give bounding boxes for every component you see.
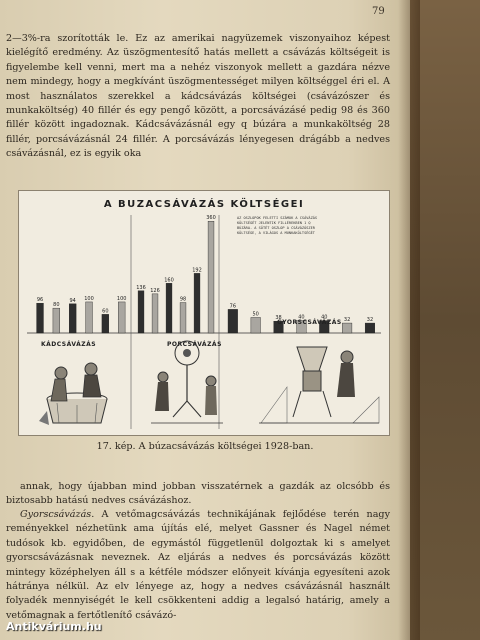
powder-drum-illustration	[137, 331, 237, 429]
section-label-porcsavazas: PORCSÁVÁZÁS	[167, 341, 222, 348]
bar	[180, 303, 186, 333]
bar-value-label: 126	[150, 287, 160, 294]
bar	[53, 308, 60, 333]
bar-value-label: 100	[116, 295, 127, 302]
bar	[37, 303, 44, 333]
bar-value-label: 96	[36, 297, 44, 304]
chart-title: A BUZACSÁVÁZÁS KÖLTSÉGEI	[103, 199, 305, 210]
paragraph-top: 2—3%-ra szorították le. Ez az amerikai nagyüzemek viszonyaihoz képest kielégítő eredmény. Az üszögmentesítő hatás mellett a csávázás költségeit is figyelembe kell venni, mert ma a nehéz viszonyok mellett a gazdára nézve nem mindegy, hogy a megkívánt üszögmentességet milyen költséggel éri el. A most használatos szerekkel a kádcsávázás költségei (csávázószer és munkaköltség) 40 fillér és egy pengő között, a porcsávázásé pedig 98 és 360 fillér között ingadoznak. Kádcsávázásnál egy q búzára a munkaköltség 28 fillér, porcsávázásnál 24 fillér. A porcsávázás lényegesen drágább a nedves csávázásnál, ez is egyik oka	[6, 33, 390, 160]
bar	[228, 309, 238, 333]
bar-value-label: 38	[275, 315, 282, 322]
paragraph-mid: annak, hogy újabban mind jobban visszatérnek a gazdák az olcsóbb és biztosabb hatású nedves csávázáshoz.	[6, 481, 390, 507]
bar	[138, 291, 144, 333]
bar-value-label: 100	[84, 295, 94, 302]
bar-value-label: 98	[179, 296, 187, 303]
bar	[166, 283, 172, 333]
bar-value-label: 50	[252, 311, 259, 318]
section-label-gyorscsavazas: GYORSCSÁVÁZÁS	[277, 319, 342, 326]
paragraph-bottom-text: A vetőmagcsávázás technikájának fejlődése terén nagy reményekkel nézhetünk ama újítás elé, melyet Gassner és Nagel német tudósok kb. egyidőben, de egymástól függetlenül dolgoztak ki s amelyet gyorscsávázásnak neveznek. Az eljárás a nedves és porcsávázás között mintegy középhelyen áll s a kétféle módszer előnyeit kívánja egyesíteni azok hátránya nélkül. Az elv lényege az, hogy a nedves csávázásnál használt folyadék mennyiségét le kell csökkenteni addig a legalsó határig, amely a vetőmagnak a fertőtlenítő csávázó-	[6, 509, 390, 621]
watermark-logo: Antikvárium.hu	[6, 620, 102, 633]
seed-dresser-machine-illustration	[257, 327, 381, 429]
page-number: 79	[372, 6, 385, 17]
figure-chart	[18, 190, 390, 436]
bar-value-label: 360	[206, 215, 216, 222]
section-label-kadcsavazas: KÁDCSÁVÁZÁS	[41, 341, 97, 348]
bar-value-label: 40	[298, 314, 305, 321]
chart-legend-note: AZ OSZLOPOK FELETTI SZÁMOK A CSÁVÁZÁS KÖLTSÉGÉT JELENTIK FILLÉREKBEN 1 Q BÚZÁRA. A SÖTÉT OSZLOP A CSÁVÁZÓSZER KÖLTSÉGE, A VILÁGOS A MUNKAKÖLTSÉGÉT	[237, 216, 318, 235]
paragraph-bottom	[6, 508, 390, 623]
bar-value-label: 60	[102, 308, 109, 315]
bar-value-label: 136	[136, 284, 146, 291]
washing-tub-illustration	[27, 351, 127, 429]
bar-value-label: 32	[366, 317, 374, 324]
bar	[86, 302, 93, 333]
bar	[152, 294, 158, 333]
figure-caption: 17. kép. A búzacsávázás költségei 1928-ban.	[96, 441, 314, 452]
bar	[194, 273, 200, 333]
bar-value-label: 76	[229, 303, 237, 310]
bar	[118, 302, 125, 333]
bar-value-label: 160	[164, 277, 174, 284]
bar	[208, 221, 214, 333]
bar	[69, 304, 76, 333]
bar-value-label: 40	[321, 314, 328, 321]
background-surface	[410, 0, 480, 640]
bar	[102, 314, 109, 333]
section-heading-gyorscsavazas: Gyorscsávázás.	[20, 509, 95, 520]
bar-value-label: 192	[192, 267, 202, 274]
bar-value-label: 80	[53, 302, 60, 309]
bar-value-label: 94	[69, 297, 76, 304]
page-edge-shadow	[398, 0, 420, 640]
bar-value-label: 32	[343, 317, 351, 324]
